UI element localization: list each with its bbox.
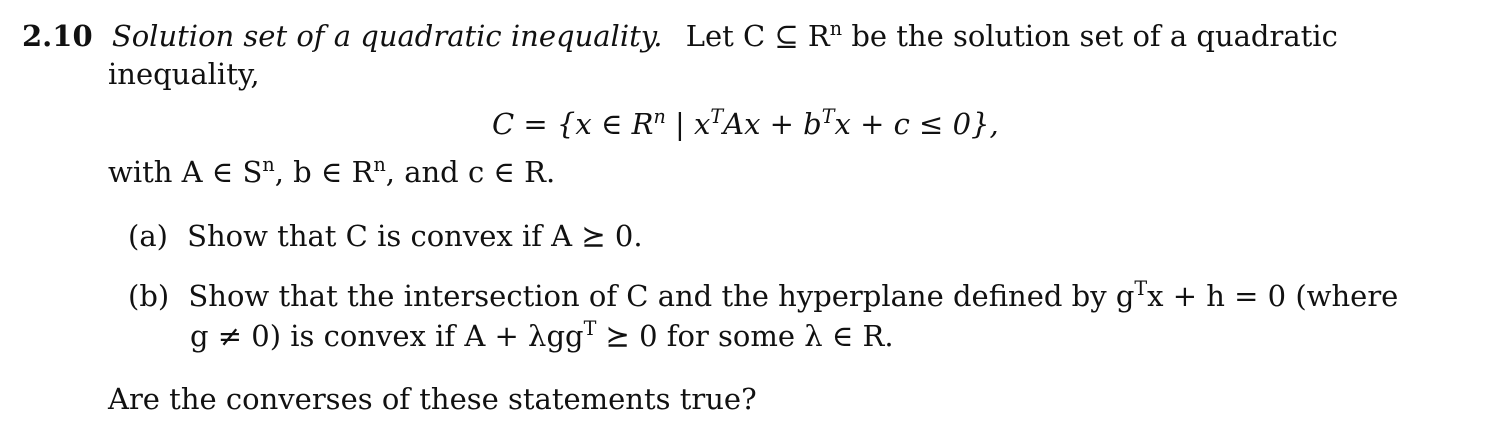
cond-sup-b: n — [373, 153, 386, 177]
problem-intro-sup: n — [829, 17, 843, 41]
part-a-label: (a) — [128, 219, 168, 253]
part-b-sup-2: T — [583, 317, 597, 341]
problem-intro-a: Let C ⊆ R — [685, 19, 830, 53]
eq-sup-t1: T — [710, 105, 724, 129]
part-b-text-1b: x + h = 0 (where — [1147, 279, 1399, 313]
display-equation — [492, 105, 999, 141]
cond-text-a: with A ∈ S — [108, 155, 263, 189]
part-b-text-2b: ⪰ 0 for some λ ∈ R. — [596, 319, 894, 353]
problem-title: Solution set of a quadratic inequality. — [111, 19, 663, 53]
eq-lhs: C = {x ∈ R — [492, 107, 654, 141]
eq-mid-a: | x — [665, 107, 711, 141]
closing-question: Are the converses of these statements true? — [108, 382, 757, 416]
part-a — [128, 219, 643, 253]
part-a-text: Show that C is convex if A ⪰ 0. — [187, 219, 643, 253]
eq-rhs: x + c ≤ 0}, — [834, 107, 999, 141]
problem-intro-line2: inequality, — [108, 57, 260, 91]
eq-sup-n: n — [653, 105, 666, 129]
eq-mid-b: Ax + b — [723, 107, 822, 141]
part-b-line2 — [190, 317, 894, 353]
eq-sup-t2: T — [821, 105, 835, 129]
problem-number: 2.10 — [22, 19, 93, 53]
cond-sup-a: n — [262, 153, 275, 177]
problem-intro-b: be the solution set of a quadratic — [842, 19, 1338, 53]
part-b-line1 — [128, 277, 1399, 313]
conditions-line — [108, 153, 556, 189]
cond-text-b: , b ∈ R — [274, 155, 374, 189]
problem-heading — [22, 17, 1338, 53]
part-b-label: (b) — [128, 279, 170, 313]
cond-text-c: , and c ∈ R. — [385, 155, 556, 189]
part-b-text-1a: Show that the intersection of C and the hyperplane defined by g — [188, 279, 1135, 313]
part-b-sup-1: T — [1134, 277, 1148, 301]
part-b-text-2a: g ≠ 0) is convex if A + λgg — [190, 319, 584, 353]
